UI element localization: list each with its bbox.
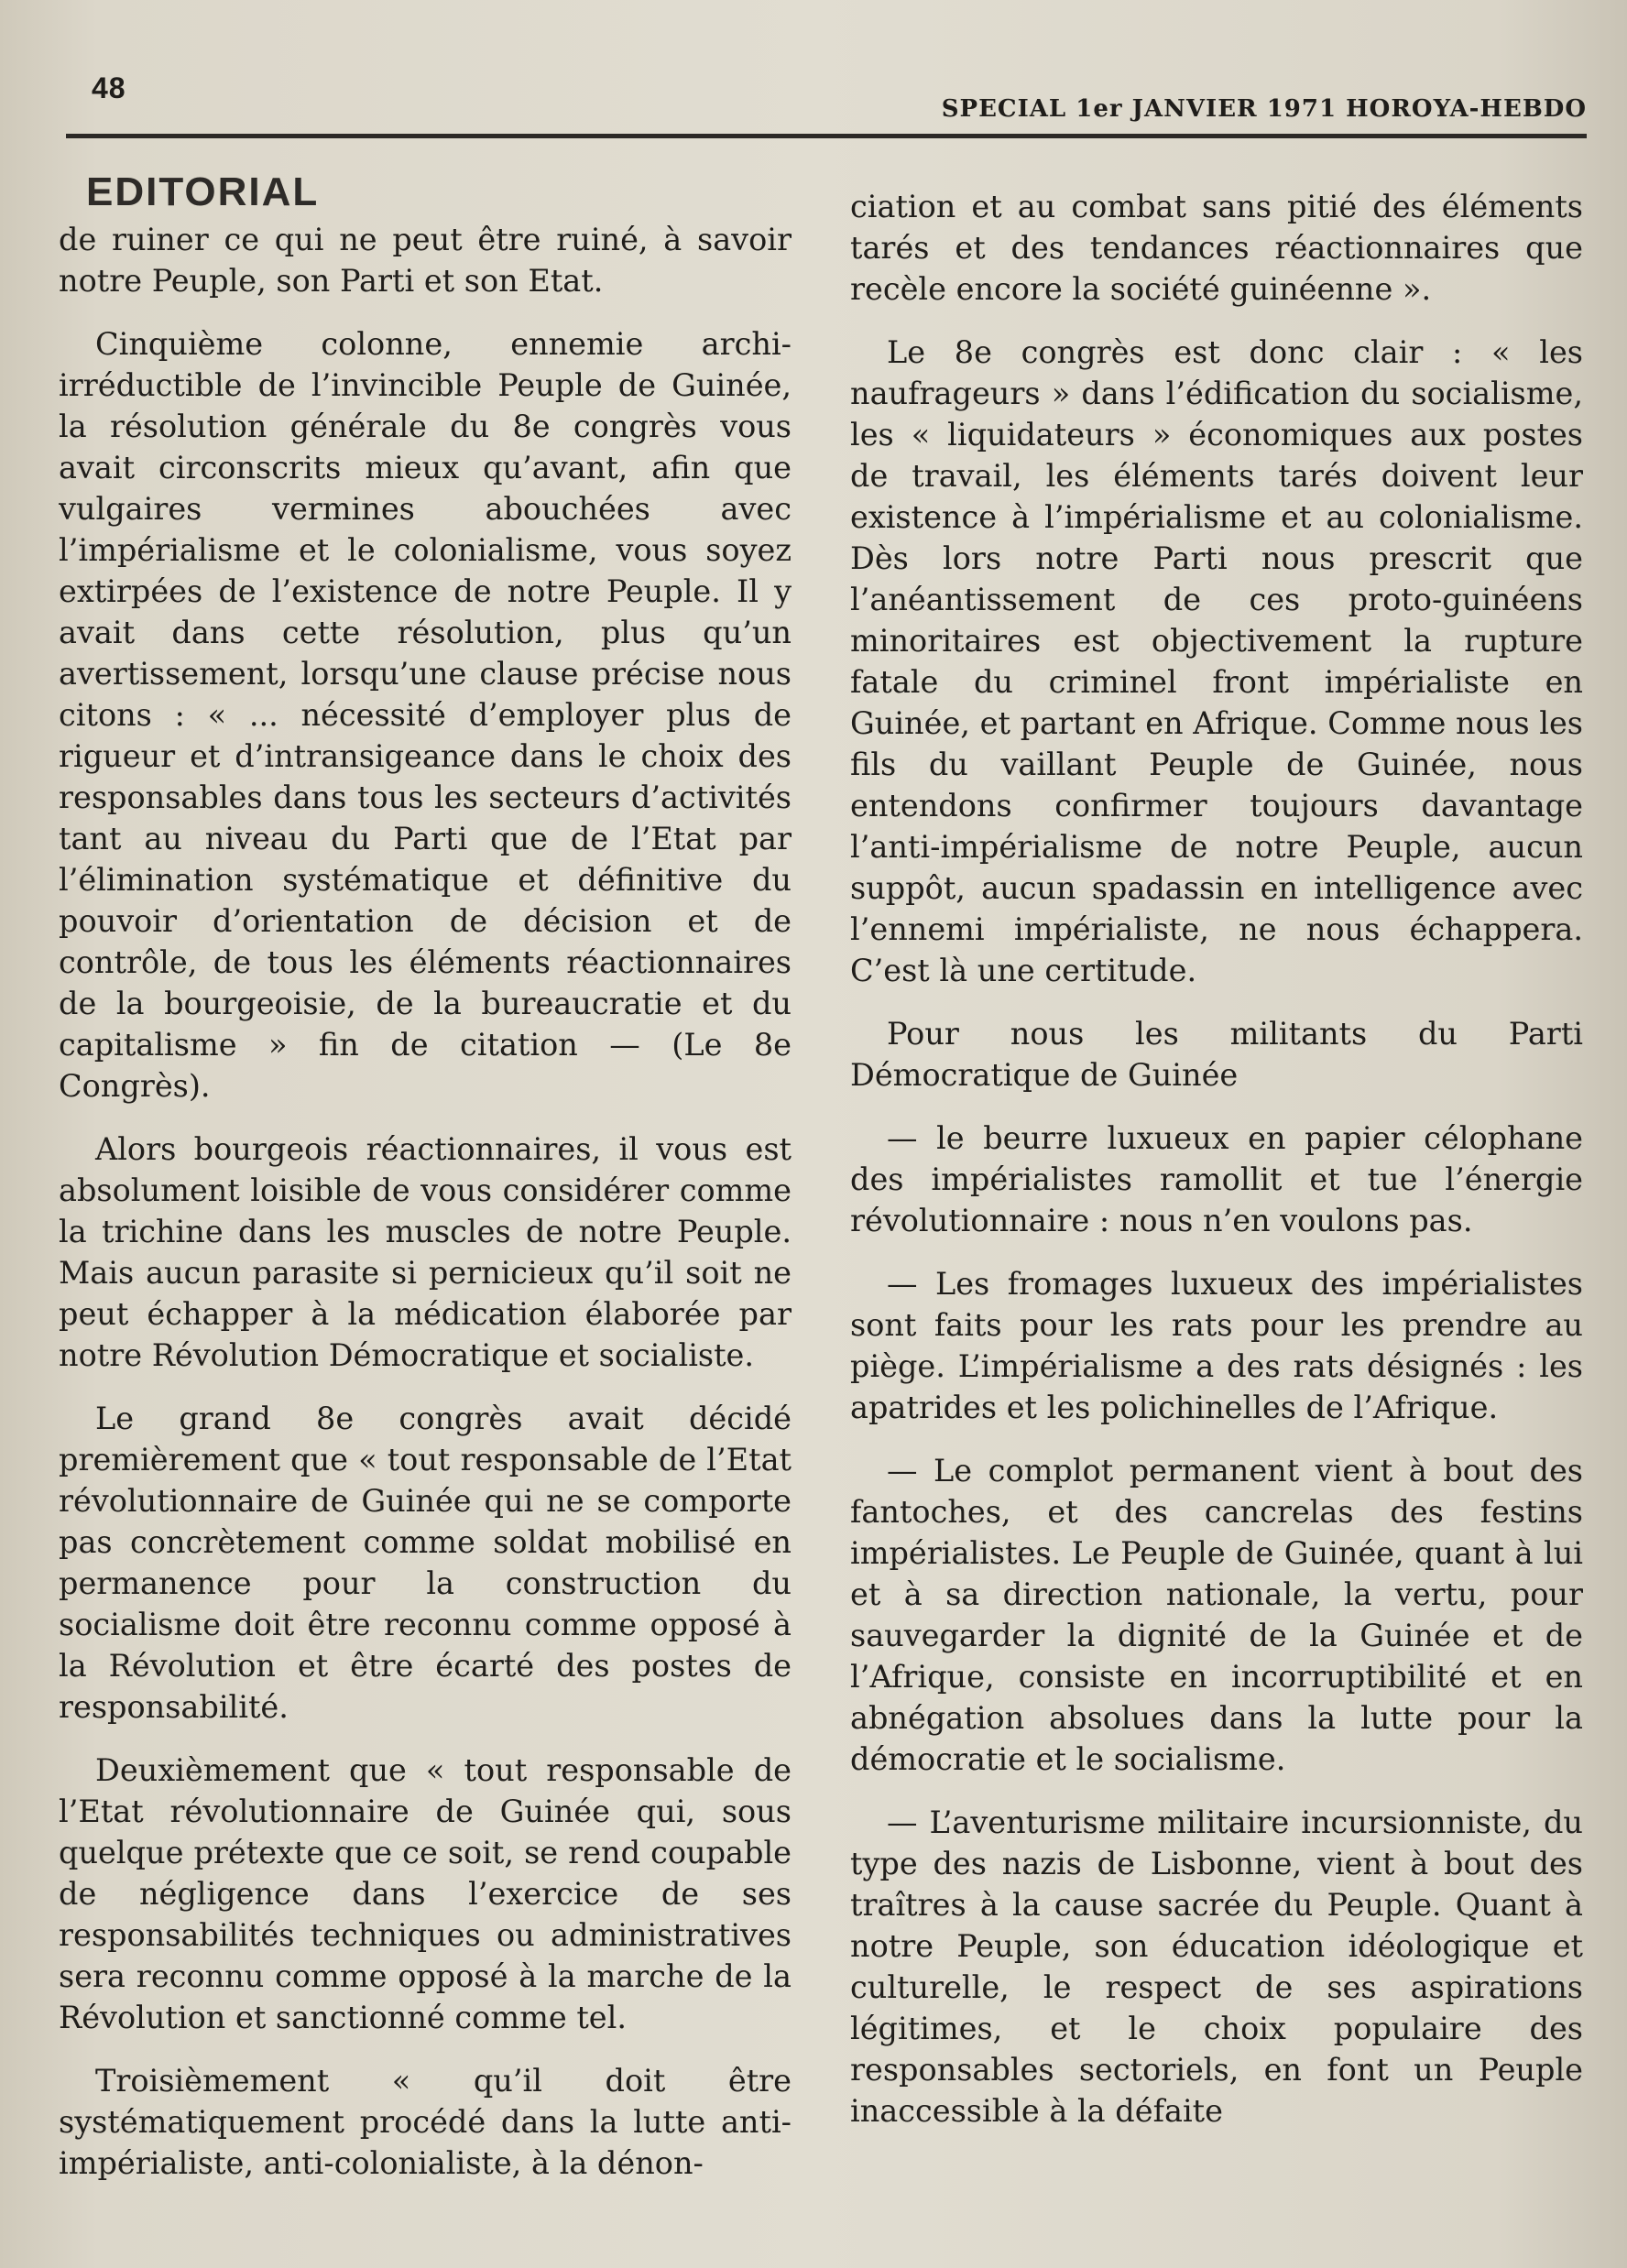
running-head: SPECIAL 1er JANVIER 1971 HOROYA-HEBDO: [941, 95, 1587, 123]
page-number: 48: [92, 71, 126, 104]
paragraph: Le 8e congrès est donc clair : « les naufrageurs » dans l’édification du socialisme, les « liquidateurs » économiques aux postes de travail, les éléments tarés doivent leur existence à l’impérialisme et au colonialisme. Dès lors notre Parti nous prescrit que l’anéantissement de ces proto-guinéens minoritaires est objectivement la rupture fatale du criminel front impérialiste en Guinée, et partant en Afrique. Comme nous les fils du vaillant Peuple de Guinée, nous entendons confirmer toujours davantage l’anti-impérialisme de notre Peuple, aucun suppôt, aucun spadassin en intelligence avec l’ennemi impérialiste, ne nous échappera. C’est là une certitude.: [850, 334, 1583, 988]
right-column: [850, 169, 1583, 2212]
page-header: [66, 64, 1587, 147]
section-title: EDITORIAL: [86, 169, 320, 214]
header-rule: [66, 134, 1587, 138]
paragraph: ciation et au combat sans pitié des éléments tarés et des tendances réactionnaires que recèle encore la société guinéenne ».: [850, 189, 1583, 307]
paragraph: de ruiner ce qui ne peut être ruiné, à savoir notre Peuple, son Parti et son Etat.: [59, 222, 792, 299]
paragraph: Troisièmement « qu’il doit être systématiquement procédé dans la lutte anti-impérialiste, anti-colonialiste, à la dénon-: [59, 2063, 792, 2181]
paragraph: — le beurre luxueux en papier célophane des impérialistes ramollit et tue l’énergie révolutionnaire : nous n’en voulons pas.: [850, 1120, 1583, 1238]
paragraph: Cinquième colonne, ennemie archi-irréductible de l’invincible Peuple de Guinée, la résolution générale du 8e congrès vous avait circonscrits mieux qu’avant, afin que vulgaires vermines abouchées avec l’impérialisme et le colonialisme, vous soyez extirpées de l’existence de notre Peuple. Il y avait dans cette résolution, plus qu’un avertissement, lorsqu’une clause précise nous citons : « ... nécessité d’employer plus de rigueur et d’intransigeance dans le choix des responsables dans tous les secteurs d’activités tant au niveau du Parti que de l’Etat par l’élimination systématique et définitive du pouvoir d’orientation de décision et de contrôle, de tous les éléments réactionnaires de la bourgeoisie, de la bureaucratie et du capitalisme » fin de citation — (Le 8e Congrès).: [59, 326, 792, 1104]
paragraph: Pour nous les militants du Parti Démocratique de Guinée: [850, 1016, 1583, 1093]
paragraph: Deuxièmement que « tout responsable de l’Etat révolutionnaire de Guinée qui, sous quelque prétexte que ce soit, se rend coupable de négligence dans l’exercice de ses responsabilités techniques ou administratives sera reconnu comme opposé à la marche de la Révolution et sanctionné comme tel.: [59, 1752, 792, 2035]
paragraph: — Les fromages luxueux des impérialistes sont faits pour les rats pour les prendre au piège. L’impérialisme a des rats désignés : les apatrides et les polichinelles de l’Afrique.: [850, 1266, 1583, 1425]
left-column: [59, 169, 792, 2212]
paragraph: Alors bourgeois réactionnaires, il vous est absolument loisible de vous considérer comme la trichine dans les muscles de notre Peuple. Mais aucun parasite si pernicieux qu’il soit ne peut échapper à la médication élaborée par notre Révolution Démocratique et socialiste.: [59, 1131, 792, 1373]
paragraph: Le grand 8e congrès avait décidé premièrement que « tout responsable de l’Etat révolutionnaire de Guinée qui ne se comporte pas concrètement comme soldat mobilisé en permanence pour la construction du socialisme doit être reconnu comme opposé à la Révolution et être écarté des postes de responsabilité.: [59, 1401, 792, 1725]
article-columns: [59, 169, 1585, 2212]
paragraph: — Le complot permanent vient à bout des fantoches, et des cancrelas des festins impérialistes. Le Peuple de Guinée, quant à lui et à sa direction nationale, la vertu, pour sauvegarder la dignité de la Guinée et de l’Afrique, consiste en incorruptibilité et en abnégation absolues dans la lutte pour la démocratie et le socialisme.: [850, 1453, 1583, 1777]
paragraph: — L’aventurisme militaire incursionniste, du type des nazis de Lisbonne, vient à bout des traîtres à la cause sacrée du Peuple. Quant à notre Peuple, son éducation idéologique et culturelle, le respect de ses aspirations légitimes, et le choix populaire des responsables sectoriels, en font un Peuple inaccessible à la défaite: [850, 1805, 1583, 2129]
